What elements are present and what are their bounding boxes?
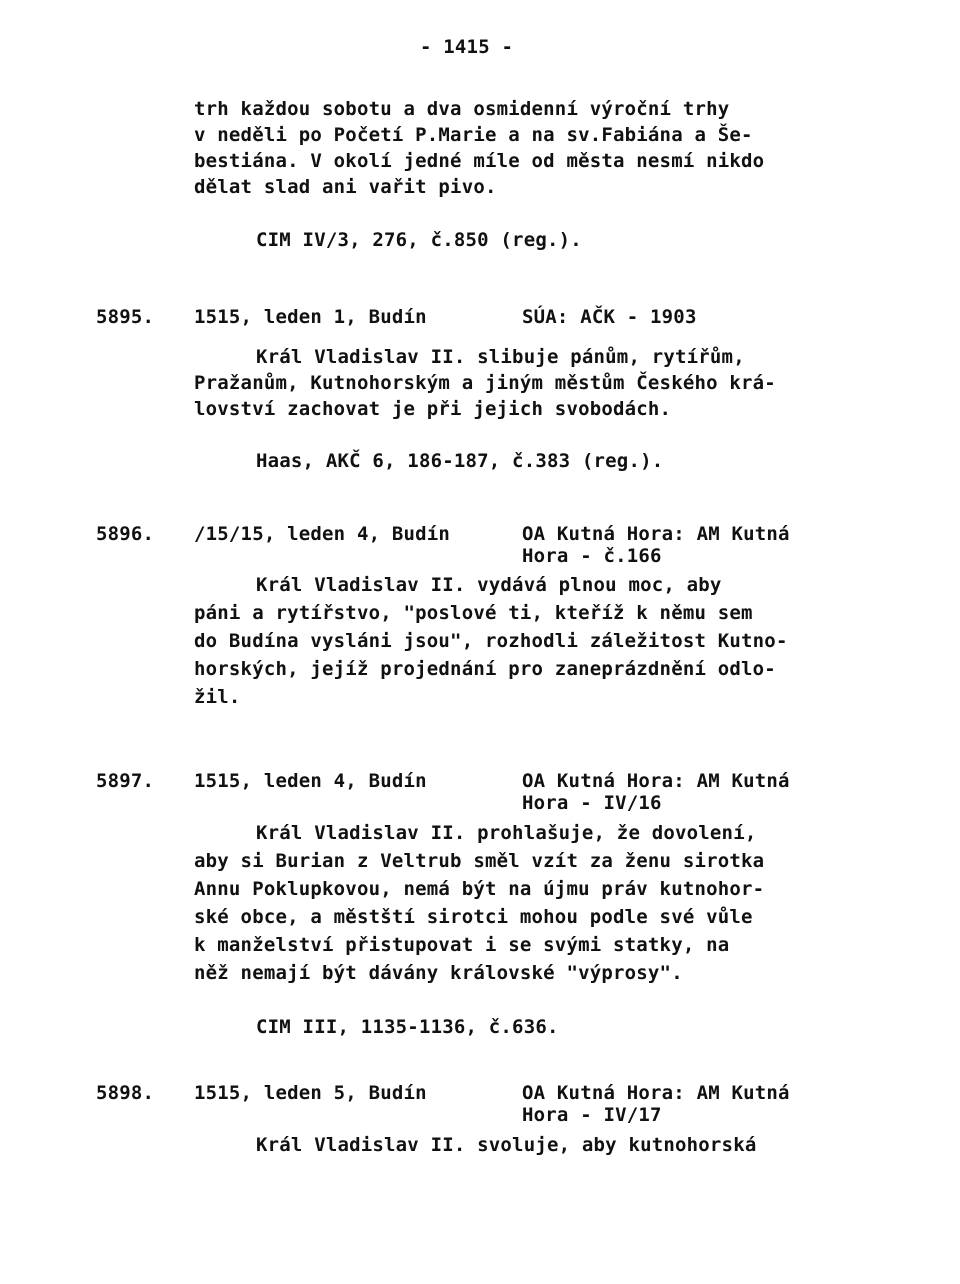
- entry-line: něž nemají být dávány královské "výprosy".: [194, 962, 683, 984]
- entry-citation: CIM III, 1135-1136, č.636.: [256, 1016, 559, 1038]
- page-number: - 1415 -: [420, 36, 514, 58]
- entry-date: 1515, leden 5, Budín: [194, 1082, 427, 1104]
- entry-line: Král Vladislav II. prohlašuje, že dovolení,: [256, 822, 757, 844]
- entry-number: 5895.: [96, 306, 155, 328]
- entry-line: páni a rytířstvo, "poslové ti, kteříž k němu sem: [194, 602, 753, 624]
- entry-date: 1515, leden 4, Budín: [194, 770, 427, 792]
- entry-line: horských, jejíž projednání pro zaneprázdnění odlo-: [194, 658, 776, 680]
- intro-line: v neděli po Početí P.Marie a na sv.Fabiána a Še-: [194, 124, 753, 146]
- entry-source: Hora - č.166: [522, 545, 662, 567]
- entry-number: 5898.: [96, 1082, 155, 1104]
- entry-line: ské obce, a městští sirotci mohou podle své vůle: [194, 906, 753, 928]
- entry-source: SÚA: AČK - 1903: [522, 306, 697, 328]
- entry-line: Král Vladislav II. svoluje, aby kutnohorská: [256, 1134, 757, 1156]
- entry-line: Annu Poklupkovou, nemá být na újmu práv kutnohor-: [194, 878, 765, 900]
- entry-source: OA Kutná Hora: AM Kutná: [522, 1082, 790, 1104]
- entry-number: 5896.: [96, 523, 155, 545]
- entry-line: k manželství přistupovat i se svými statky, na: [194, 934, 730, 956]
- entry-number: 5897.: [96, 770, 155, 792]
- entry-date: 1515, leden 1, Budín: [194, 306, 427, 328]
- entry-source: OA Kutná Hora: AM Kutná: [522, 523, 790, 545]
- entry-line: Pražanům, Kutnohorským a jiným městům Českého krá-: [194, 372, 776, 394]
- entry-line: žil.: [194, 686, 241, 708]
- intro-line: bestiána. V okolí jedné míle od města nesmí nikdo: [194, 150, 765, 172]
- entry-source: Hora - IV/16: [522, 792, 662, 814]
- entry-source: Hora - IV/17: [522, 1104, 662, 1126]
- entry-line: lovství zachovat je při jejich svobodách.: [194, 398, 672, 420]
- entry-line: Král Vladislav II. slibuje pánům, rytířům,: [256, 346, 745, 368]
- entry-date: /15/15, leden 4, Budín: [194, 523, 451, 545]
- intro-line: trh každou sobotu a dva osmidenní výroční trhy: [194, 98, 730, 120]
- entry-line: do Budína vysláni jsou", rozhodli záležitost Kutno-: [194, 630, 788, 652]
- entry-line: aby si Burian z Veltrub směl vzít za ženu sirotka: [194, 850, 765, 872]
- intro-line: dělat slad ani vařit pivo.: [194, 176, 497, 198]
- entry-line: Král Vladislav II. vydává plnou moc, aby: [256, 574, 722, 596]
- entry-source: OA Kutná Hora: AM Kutná: [522, 770, 790, 792]
- intro-citation: CIM IV/3, 276, č.850 (reg.).: [256, 229, 582, 251]
- entry-citation: Haas, AKČ 6, 186-187, č.383 (reg.).: [256, 450, 664, 472]
